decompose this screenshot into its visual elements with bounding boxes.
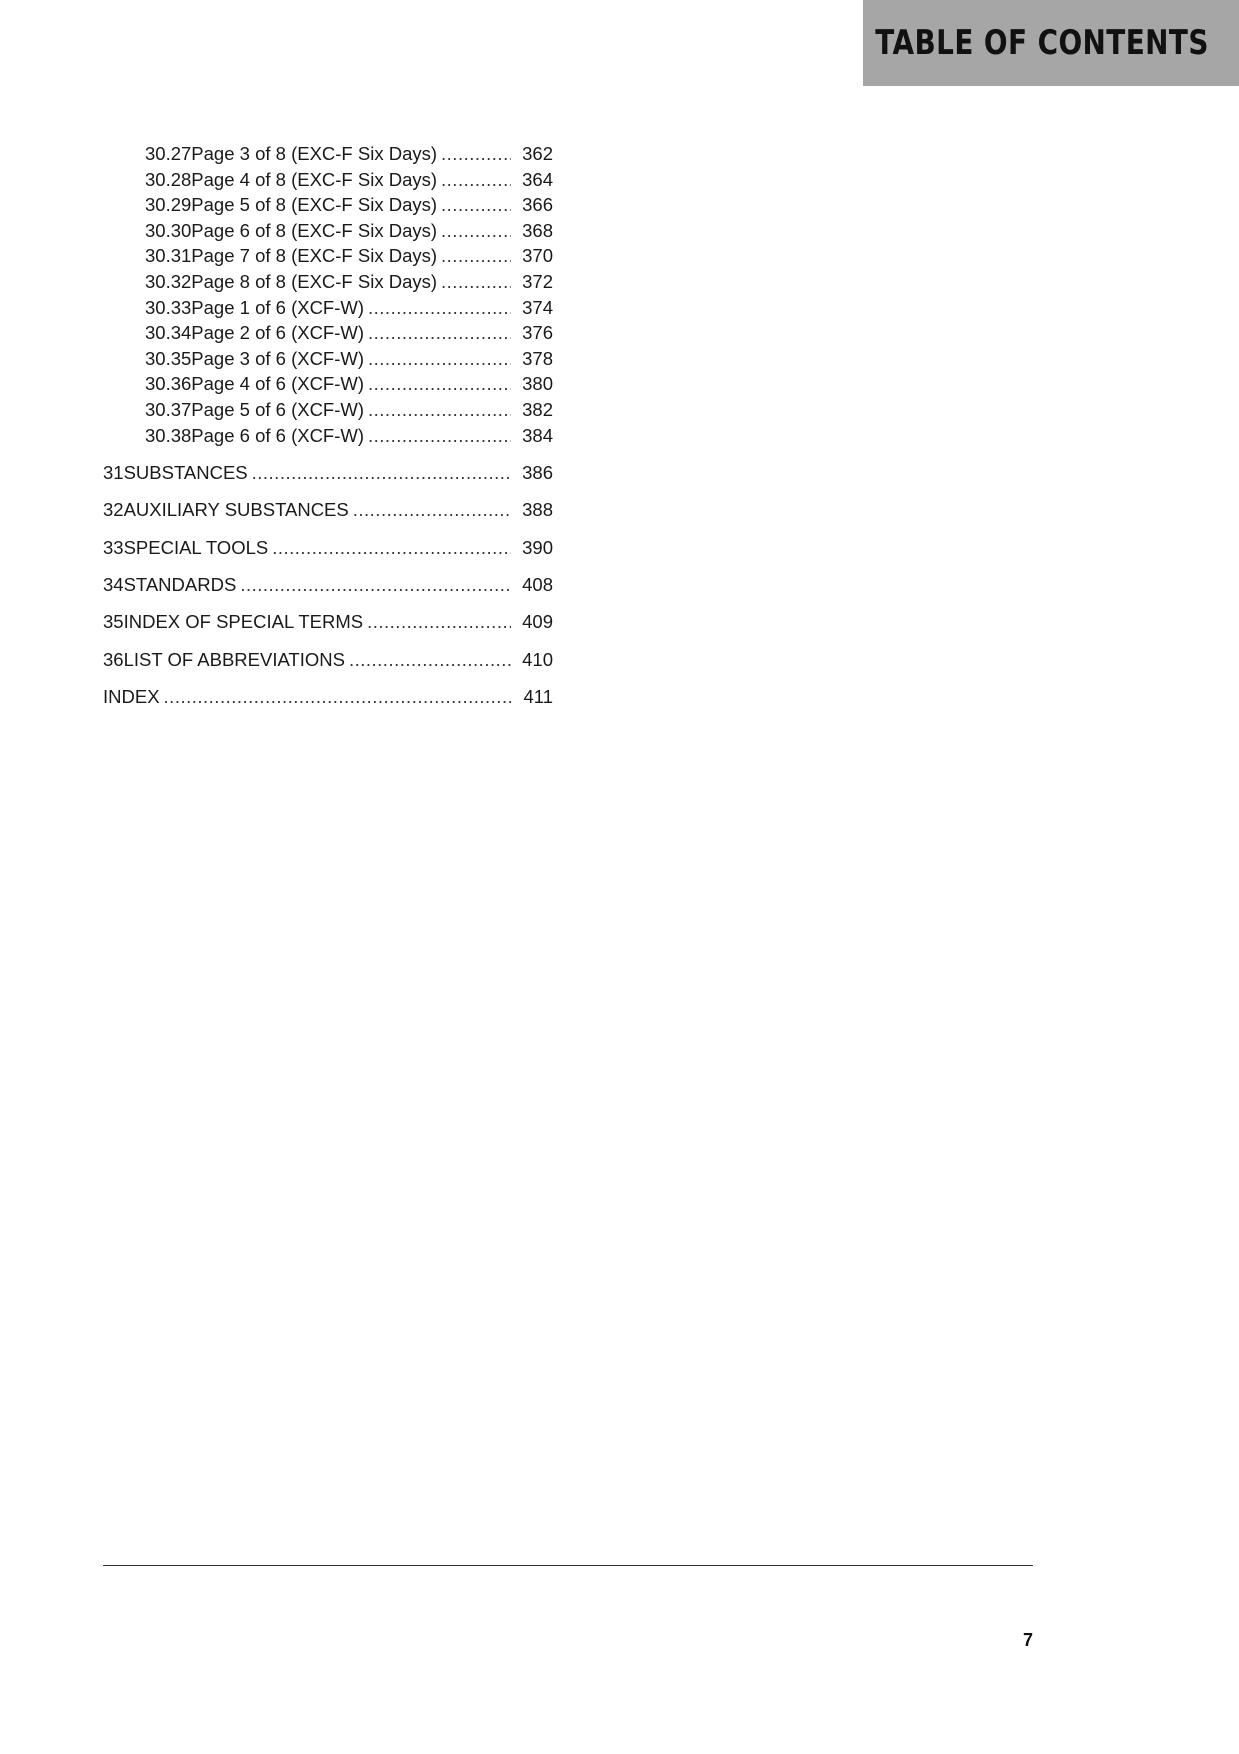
toc-entry-title: Page 4 of 6 (XCF-W): [191, 373, 365, 395]
toc-chapter-page: 390: [522, 536, 553, 558]
toc-chapter-title: LIST OF ABBREVIATIONS: [123, 648, 345, 670]
toc-entry-number: 30.27: [145, 143, 192, 164]
toc-index-page: 411: [523, 686, 553, 708]
dot-leader: [441, 243, 511, 269]
dot-leader: [441, 269, 511, 295]
toc-chapter-title: SUBSTANCES: [123, 461, 248, 483]
toc-entry-title: Page 3 of 6 (XCF-W): [191, 347, 365, 369]
dot-leader: [353, 497, 511, 523]
toc-entry-number: 30.29: [145, 194, 192, 216]
toc-index-entry[interactable]: [103, 684, 553, 710]
toc-entry-number: 30.34: [145, 322, 192, 344]
toc-chapter[interactable]: [103, 572, 553, 598]
toc-entry-number: 30.30: [145, 219, 192, 241]
toc-chapter-page: 388: [522, 499, 553, 521]
toc-chapter[interactable]: [103, 535, 553, 561]
toc-entry[interactable]: [103, 192, 553, 218]
toc-index-title: INDEX: [103, 686, 160, 708]
dot-leader: [367, 609, 511, 635]
toc-entry[interactable]: [103, 243, 553, 269]
toc-chapter-number: 36: [103, 648, 124, 670]
toc-chapter-number: 34: [103, 574, 124, 596]
dot-leader: [441, 192, 511, 218]
toc-entry-number: 30.31: [145, 245, 192, 267]
toc-entry-page: 368: [522, 219, 553, 241]
toc-entry-title: Page 7 of 8 (EXC-F Six Days): [191, 245, 438, 267]
toc-chapter-page: 409: [522, 611, 553, 633]
dot-leader: [252, 460, 511, 486]
toc-entry-page: 364: [522, 168, 553, 190]
toc-entry[interactable]: [103, 423, 553, 449]
toc-entry-title: Page 1 of 6 (XCF-W): [191, 296, 365, 318]
toc-chapter-number: 35: [103, 611, 124, 633]
toc-chapter-page: 386: [522, 461, 553, 483]
dot-leader: [441, 141, 511, 167]
table-of-contents: [103, 141, 553, 710]
toc-entry-number: 30.33: [145, 296, 192, 318]
toc-entry[interactable]: [103, 397, 553, 423]
toc-chapter-title: SPECIAL TOOLS: [123, 536, 269, 558]
toc-entry-number: 30.37: [145, 398, 192, 420]
toc-chapter-number: 33: [103, 536, 124, 558]
page-title: TABLE OF CONTENTS: [875, 23, 1209, 63]
toc-entry-number: 30.32: [145, 270, 192, 292]
dot-leader: [164, 684, 511, 710]
dot-leader: [368, 397, 511, 423]
page-number: 7: [1022, 1630, 1033, 1650]
toc-entry-page: 362: [522, 143, 553, 164]
toc-chapter[interactable]: [103, 609, 553, 635]
dot-leader: [349, 647, 511, 673]
toc-entry-page: 374: [522, 296, 553, 318]
dot-leader: [441, 218, 511, 244]
toc-chapter-page: 410: [522, 648, 553, 670]
toc-entry-page: 376: [522, 322, 553, 344]
dot-leader: [368, 423, 511, 449]
dot-leader: [368, 295, 511, 321]
toc-entry-page: 380: [522, 373, 553, 395]
toc-entry-number: 30.35: [145, 347, 192, 369]
dot-leader: [368, 320, 511, 346]
footer-divider: [103, 1565, 1033, 1566]
toc-entry[interactable]: [103, 269, 553, 295]
toc-entry[interactable]: [103, 141, 553, 167]
toc-entry-number: 30.38: [145, 424, 192, 446]
toc-entry-page: 372: [522, 270, 553, 292]
toc-chapter[interactable]: [103, 497, 553, 523]
toc-entry[interactable]: [103, 167, 553, 193]
toc-entry-page: 366: [522, 194, 553, 216]
toc-entry-title: Page 6 of 8 (EXC-F Six Days): [191, 219, 438, 241]
toc-chapter-title: INDEX OF SPECIAL TERMS: [123, 611, 364, 633]
toc-chapter-number: 31: [103, 461, 124, 483]
toc-entry-page: 378: [522, 347, 553, 369]
toc-chapter-page: 408: [522, 574, 553, 596]
toc-entry-title: Page 5 of 6 (XCF-W): [191, 398, 365, 420]
toc-chapter[interactable]: [103, 647, 553, 673]
toc-entry-number: 30.36: [145, 373, 192, 395]
dot-leader: [272, 535, 511, 561]
dot-leader: [368, 346, 511, 372]
toc-chapter-number: 32: [103, 499, 124, 521]
toc-chapter-title: AUXILIARY SUBSTANCES: [123, 499, 349, 521]
toc-entry[interactable]: [103, 320, 553, 346]
toc-entry-title: Page 5 of 8 (EXC-F Six Days): [191, 194, 438, 216]
toc-entry-title: Page 3 of 8 (EXC-F Six Days): [191, 143, 438, 164]
toc-chapter[interactable]: [103, 460, 553, 486]
toc-entry[interactable]: [103, 371, 553, 397]
dot-leader: [240, 572, 511, 598]
toc-entry[interactable]: [103, 218, 553, 244]
toc-entry-title: Page 8 of 8 (EXC-F Six Days): [191, 270, 438, 292]
toc-entry-page: 384: [522, 424, 553, 446]
toc-chapter-title: STANDARDS: [123, 574, 237, 596]
toc-entry-number: 30.28: [145, 168, 192, 190]
toc-entry-page: 382: [522, 398, 553, 420]
toc-entry[interactable]: [103, 346, 553, 372]
toc-entry-title: Page 6 of 6 (XCF-W): [191, 424, 365, 446]
toc-entry-title: Page 4 of 8 (EXC-F Six Days): [191, 168, 438, 190]
header-tab: [863, 0, 1239, 86]
dot-leader: [368, 371, 511, 397]
toc-entry-page: 370: [522, 245, 553, 267]
dot-leader: [441, 167, 511, 193]
toc-entry[interactable]: [103, 295, 553, 321]
toc-entry-title: Page 2 of 6 (XCF-W): [191, 322, 365, 344]
